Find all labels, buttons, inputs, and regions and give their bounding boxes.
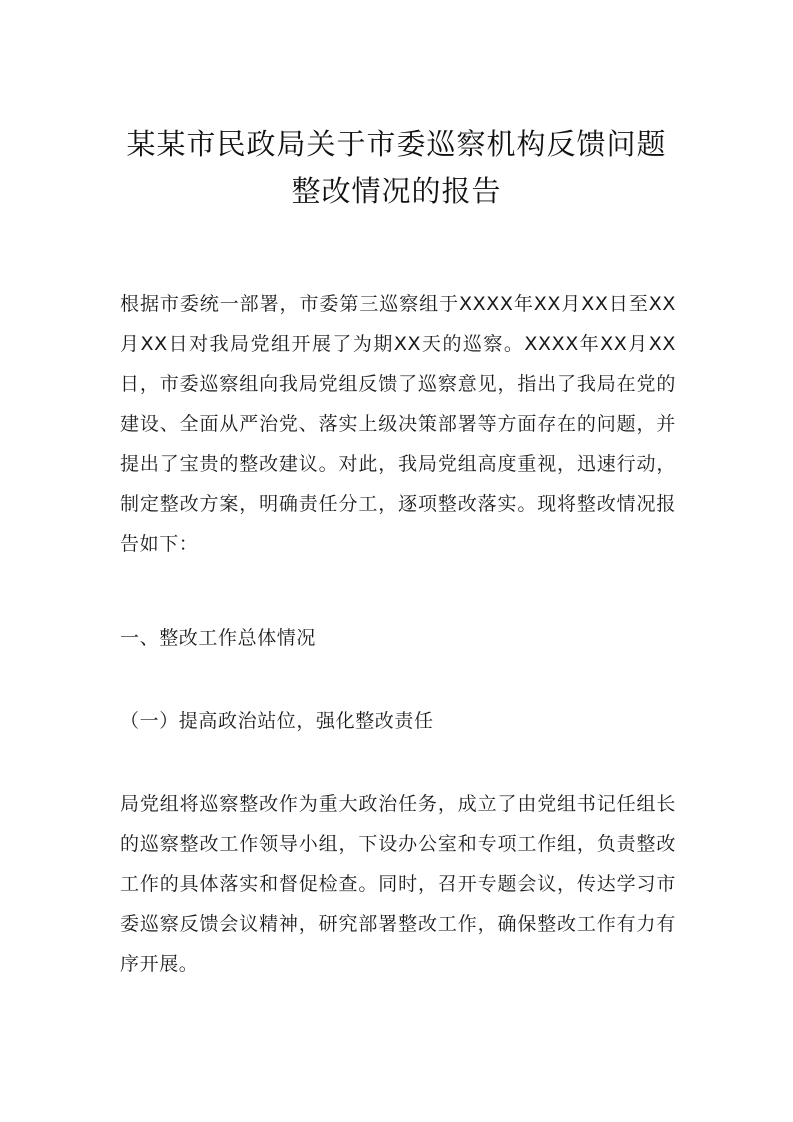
document-title-line-2: 整改情况的报告 (291, 174, 502, 208)
section-heading-1: 一、整改工作总体情况 (120, 627, 317, 649)
document-title-line-1: 某某市民政局关于市委巡察机构反馈问题 (126, 127, 667, 161)
subsection-1-paragraph: 局党组将巡察整改作为重大政治任务，成立了由党组书记任组长的巡察整改工作领导小组，下设办公室和专项工作组，负责整改工作的具体落实和督促检查。同时，召开专题会议，传达学习市委巡察反馈会议精神，研究部署整改工作，确保整改工作有力有序开展。 (120, 793, 676, 975)
subsection-heading-1: （一）提高政治站位，强化整改责任 (120, 710, 434, 732)
intro-paragraph: 根据市委统一部署，市委第三巡察组于XXXX年XX月XX日至XX月XX日对我局党组开展了为期XX天的巡察。XXXX年XX月XX日，市委巡察组向我局党组反馈了巡察意见，指出了我局在党的建设、全面从严治党、落实上级决策部署等方面存在的问题，并提出了宝贵的整改建议。对此，我局党组高度重视，迅速行动，制定整改方案，明确责任分工，逐项整改落实。现将整改情况报告如下： (120, 293, 676, 555)
